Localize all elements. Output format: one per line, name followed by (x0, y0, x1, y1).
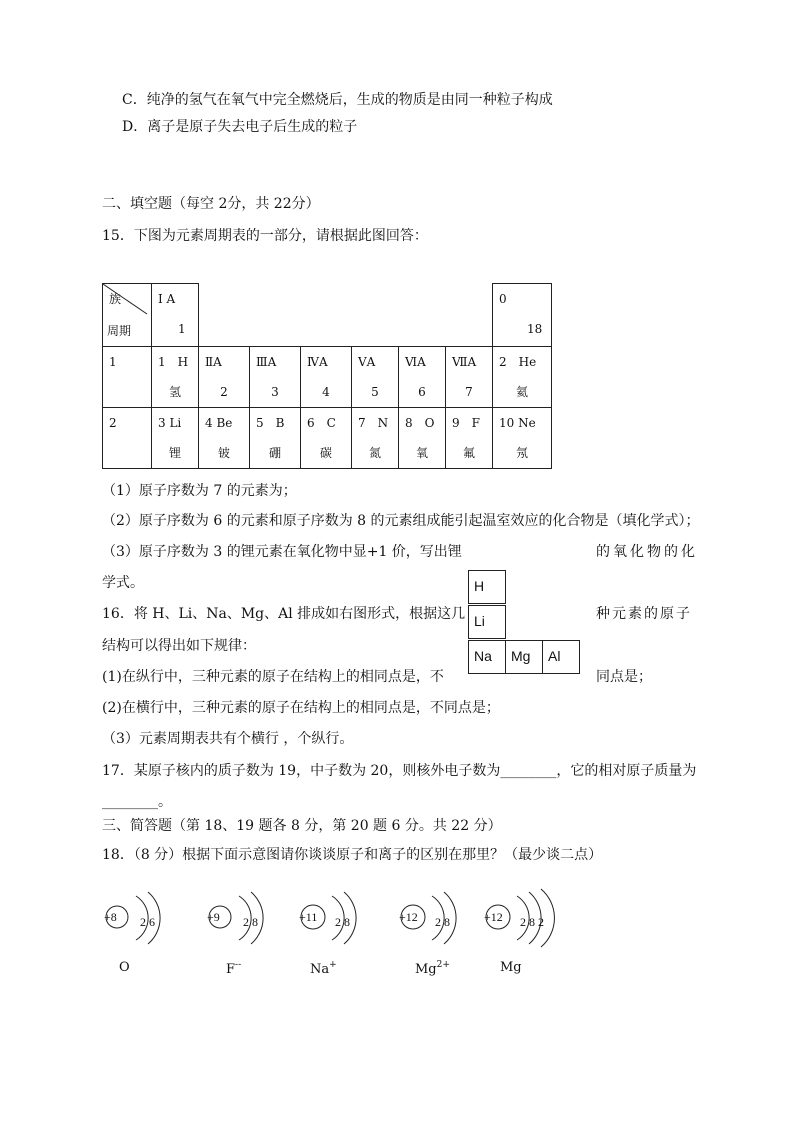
atom-mg-diagram (484, 889, 554, 947)
periodic-table (102, 283, 552, 469)
grid-mg: Mg (505, 640, 543, 674)
header-0: 0 18 (493, 284, 552, 347)
label-mg2: $Mg^{2+}$ (415, 960, 450, 977)
element-ne: 10 Ne 氖 (493, 408, 552, 469)
atom-mg2-shells: 2 8 (435, 915, 450, 929)
element-o: 8 O 氧 (399, 408, 446, 469)
q17-line1: 17．某原子核内的质子数为 19，中子数为 20，则核外电子数为________，它的相对原子质量为 (102, 763, 697, 779)
group-6a: ⅥA 6 (399, 347, 446, 408)
element-b: 5 B 硼 (250, 408, 301, 469)
q16-sub2: (2)在横行中，三种元素的原子在结构上的相同点是，不同点是； (102, 700, 500, 716)
q15-sub2: （2）原子序数为 6 的元素和原子序数为 8 的元素组成能引起温室效应的化合物是（填化学式）； (102, 513, 700, 529)
option-d: D．离子是原子失去电子后生成的粒子 (122, 119, 358, 135)
element-f: 9 F 氟 (446, 408, 493, 469)
group-3a: ⅢA 3 (250, 347, 301, 408)
q18-stem: 18．（8 分）根据下面示意图请你谈谈原子和离子的区别在那里？（最少谈二点） (102, 847, 603, 863)
header-1a: I A 1 (152, 284, 199, 347)
period-1: 1 (103, 347, 152, 408)
atom-o-diagram (104, 892, 160, 944)
q17-line2: ________。 (102, 794, 172, 810)
section3-title: 三、简答题（第 18、19 题各 8 分，第 20 题 6 分。共 22 分） (102, 818, 502, 834)
atom-f-diagram (207, 892, 263, 944)
group-5a: ⅤA 5 (352, 347, 399, 408)
atom-mg2-nucleus: +12 (399, 910, 418, 924)
label-f: F-- (226, 960, 242, 977)
grid-al: Al (542, 640, 580, 674)
q15-sub1: （1）原子序数为 7 的元素为； (102, 483, 297, 499)
q16-stem-right: 种元素的原子 (596, 606, 692, 622)
atom-mg-nucleus: +12 (484, 910, 503, 924)
grid-na: Na (468, 640, 506, 674)
q15-sub3-left: （3）原子序数为 3 的锂元素在氧化物中显+1 价，写出锂 (102, 544, 462, 560)
corner-cell (103, 284, 152, 347)
element-li: 3 Li 锂 (152, 408, 199, 469)
q16-sub1-left: (1)在纵行中，三种元素的原子在结构上的相同点是，不 (102, 669, 444, 685)
q16-sub1-right: 同点是； (596, 669, 652, 685)
atom-na-shells: 2 8 (335, 915, 350, 929)
q16-stem-left: 16．将 H、Li、Na、Mg、Al 排成如右图形式，根据这几 (102, 606, 466, 622)
atom-diagrams (100, 884, 570, 954)
atom-f-nucleus: +9 (207, 910, 220, 924)
atom-mg-shells: 2 8 2 (520, 915, 544, 929)
label-o: O (119, 960, 130, 975)
q16-sub3: （3）元素周期表共有个横行 ，个纵行。 (102, 731, 354, 747)
atom-mg2-diagram (399, 892, 456, 944)
element-he: 2 He 氦 (493, 347, 552, 408)
period-2: 2 (103, 408, 152, 469)
label-mg: Mg (500, 960, 522, 975)
q15-sub3-end: 学式。 (102, 575, 144, 591)
period-label: 周期 (107, 324, 132, 338)
blank-cell (199, 284, 493, 347)
q16-line2: 结构可以得出如下规律： (102, 638, 256, 654)
element-be: 4 Be 铍 (199, 408, 250, 469)
element-c: 6 C 碳 (301, 408, 352, 469)
atom-na-diagram (299, 892, 356, 944)
element-n: 7 N 氮 (352, 408, 399, 469)
atom-o-nucleus: +8 (104, 910, 117, 924)
option-c: C．纯净的氢气在氧气中完全燃烧后，生成的物质是由同一种粒子构成 (122, 92, 553, 108)
group-7a: ⅦA 7 (446, 347, 493, 408)
q15-stem: 15．下图为元素周期表的一部分，请根据此图回答： (102, 228, 428, 244)
atom-o-shells: 2 6 (140, 915, 155, 929)
element-h: 1 H 氢 (152, 347, 199, 408)
atom-na-nucleus: +11 (299, 910, 318, 924)
group-2a: ⅡA 2 (199, 347, 250, 408)
grid-h: H (468, 570, 506, 604)
label-na: Na+ (310, 960, 337, 977)
group-label: 族 (109, 292, 122, 306)
group-4a: ⅣA 4 (301, 347, 352, 408)
section2-title: 二、填空题（每空 2分，共 22分） (102, 196, 320, 212)
atom-f-shells: 2 8 (243, 915, 258, 929)
grid-li: Li (468, 605, 506, 639)
q15-sub3-right: 的氧化物的化 (596, 544, 698, 560)
